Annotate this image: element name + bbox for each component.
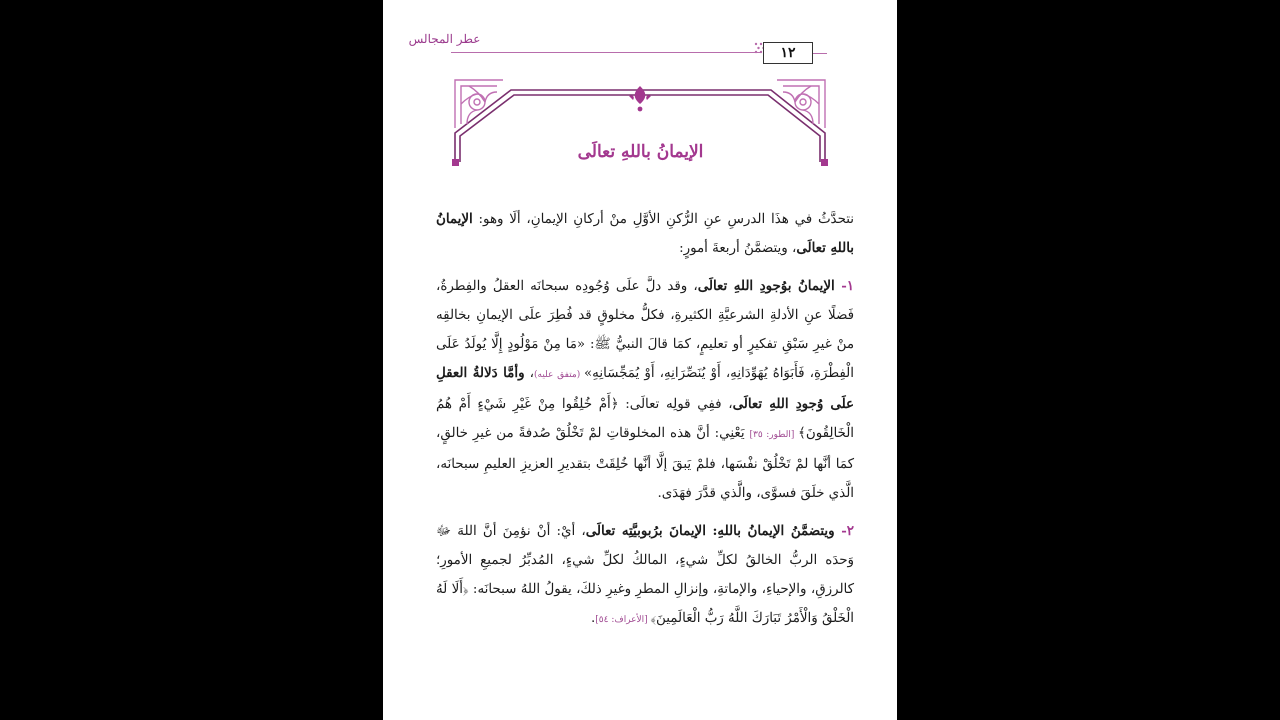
point-2-paragraph [436,517,854,635]
page-body-text [436,205,854,635]
intro-text: نتحدَّثُ في هذَا الدرسِ عنِ الرُّكنِ الأوَّلِ منْ أركانِ الإيمانِ، ألَا وهو: [472,212,854,227]
verse-reference: [الطور: ٣٥] [749,430,799,440]
point-number: ١- [834,278,854,294]
point-1-text: ، ففِي قولِه تعالَى: [618,397,733,412]
hadith-quote: «مَا مِنْ مَوْلُودٍ إِلَّا يُولَدُ عَلَى الْفِطْرَةِ، فَأَبَوَاهُ يُهَوِّدَانِهِ، أَوْ يُنَصِّرَانِهِ، أَوْ يُمَجِّسَانِهِ» [436,337,854,381]
point-1-text: ، [524,366,534,381]
page-number-box: ١٢ [763,42,813,64]
point-2-text: ، أيْ: أنْ نؤمِنَ أنَّ اللهَ ﷻ وَحدَه الربُّ الخالقُ لكلِّ شيءٍ، المالكُ لكلِّ شيءٍ، المُدبِّرُ لجميعِ الأمورِ؛ كالرزقِ، والإحياءِ، والإماتةِ، وإنزالِ المطرِ وغيرِ ذلكَ، يقولُ اللهُ سبحانَه: [436,524,854,597]
quran-verse: ﴿أَمْ خُلِقُوا مِنْ غَيْرِ شَيْءٍ أَمْ هُمُ الْخَالِقُونَ﴾ [436,397,854,441]
running-header-title: عطر المجالس [408,32,481,46]
section-title: الإيمانُ باللهِ تعالَى [577,142,704,162]
point-number: ٢- [834,523,854,539]
point-2-text: . [591,611,596,626]
point-1-subheading: وأمَّا دَلالةُ العقلِ علَى وُجودِ اللهِ تعالَى [436,365,855,412]
point-1-text: ، وقد دلَّ علَى وُجُودِه سبحانَه العقلُ والفِطرةُ، فَضلًا عنِ الأدلةِ الشرعيَّةِ الكثيرةِ، فكلُّ مخلوقٍ قد فُطِرَ علَى الإيمانِ بخالقِه منْ غيرِ سَبْقِ تفكيرٍ أو تعليمٍ، كمَا قالَ النبيُّ ﷺ: [436,279,855,352]
hadith-reference: (متفق عليه) [534,370,584,380]
intro-paragraph [436,205,854,263]
verse-reference: [الأعراف: ٥٤] [595,615,651,625]
point-1-text: يَعْنِي: أنَّ هذه المخلوقاتِ لمْ تَخْلُقْ صُدفةً من غيرِ خالقٍ، كمَا أنَّها لمْ تَخْلُقْ نفْسَها، فلمْ يَبقَ إلَّا أنَّها خُلِقَتْ بتقديرِ العزيزِ العليمِ سبحانَه، الَّذي خلَقَ فسوَّى، والَّذي قدَّرَ فهَدَى. [436,426,854,501]
point-2-heading: ويتضمَّنُ الإيمانُ باللهِ: الإيمانَ برُبوبيَّتِه تعالَى [585,523,835,539]
book-page [383,0,897,720]
point-1-heading: الإيمانُ بوُجودِ اللهِ تعالَى [697,278,835,294]
point-1-paragraph [436,272,854,508]
intro-text-end: ، ويتضمَّنُ أربعةَ أمورٍ: [679,241,797,256]
quran-verse: ﴿أَلَا لَهُ الْخَلْقُ وَالْأَمْرُ تَبَارَكَ اللَّهُ رَبُّ الْعَالَمِينَ﴾ [436,582,854,626]
intro-bold-term: الإيمانُ باللهِ تعالَى [436,211,854,256]
